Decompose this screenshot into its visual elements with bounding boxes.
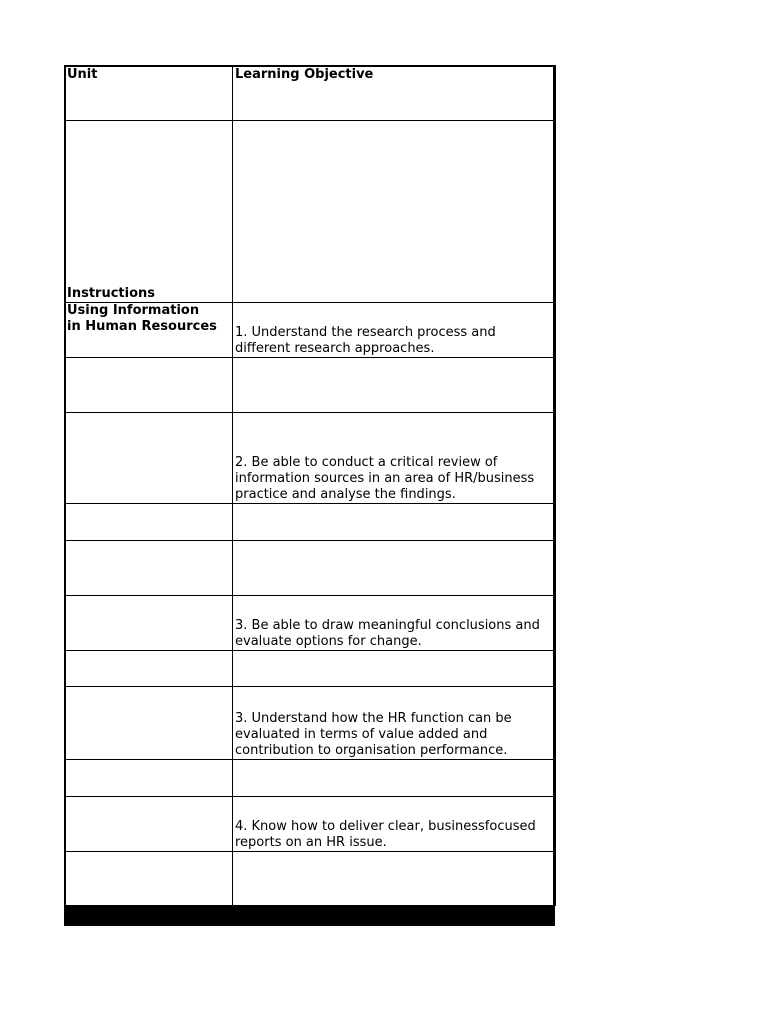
spacer-row	[65, 541, 556, 596]
empty-cell	[233, 121, 556, 303]
objective-1: 1. Understand the research process and different research approaches.	[233, 303, 556, 358]
spacer-row	[65, 504, 556, 541]
empty-cell	[233, 358, 556, 413]
objective-3: 3. Be able to draw meaningful conclusions and evaluate options for change.	[233, 596, 556, 651]
empty-cell	[65, 413, 233, 504]
empty-cell	[233, 504, 556, 541]
empty-cell	[233, 852, 556, 906]
empty-cell	[65, 760, 233, 797]
spacer-row	[65, 852, 556, 906]
objective-row	[65, 413, 556, 504]
empty-cell	[65, 651, 233, 687]
unit-title: Using Information in Human Resources	[65, 303, 233, 358]
header-row	[65, 66, 556, 121]
empty-cell	[233, 541, 556, 596]
objective-row	[65, 303, 556, 358]
empty-cell	[65, 358, 233, 413]
empty-cell	[65, 504, 233, 541]
spacer-row	[65, 760, 556, 797]
empty-cell	[65, 852, 233, 906]
instructions-label: Instructions	[65, 121, 233, 303]
objective-row	[65, 797, 556, 852]
empty-cell	[233, 760, 556, 797]
empty-cell	[65, 687, 233, 760]
table-bottom-bar	[64, 906, 555, 926]
objective-2: 2. Be able to conduct a critical review of information sources in an area of HR/business practice and analyse the findings.	[233, 413, 556, 504]
objective-row	[65, 687, 556, 760]
objective-5: 4. Know how to deliver clear, businessfocused reports on an HR issue.	[233, 797, 556, 852]
empty-cell	[65, 797, 233, 852]
learning-objectives-sheet	[64, 65, 555, 926]
empty-cell	[233, 651, 556, 687]
spacer-row	[65, 358, 556, 413]
spacer-row	[65, 651, 556, 687]
learning-objective-header: Learning Objective	[233, 66, 556, 121]
objective-row	[65, 596, 556, 651]
instructions-row	[65, 121, 556, 303]
unit-header: Unit	[65, 66, 233, 121]
objective-4: 3. Understand how the HR function can be evaluated in terms of value added and contribution to organisation performance.	[233, 687, 556, 760]
empty-cell	[65, 596, 233, 651]
learning-objectives-table	[64, 65, 556, 906]
empty-cell	[65, 541, 233, 596]
